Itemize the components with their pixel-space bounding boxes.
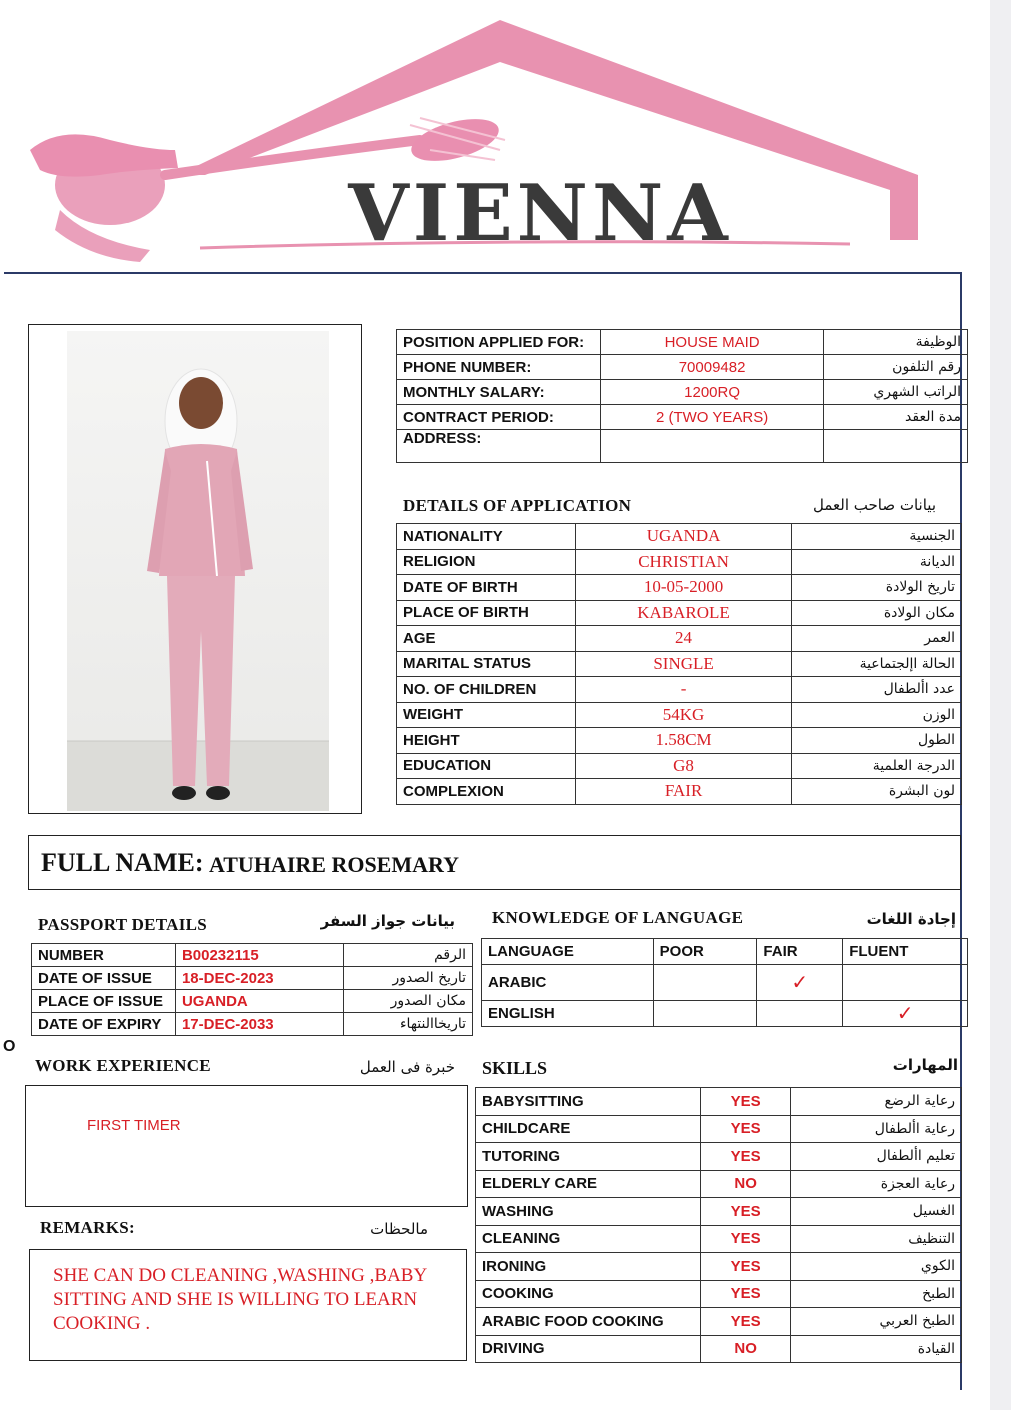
skills-title: SKILLS [482,1058,548,1078]
passport-label: NUMBER [32,944,176,967]
details-label-ar: العمر [792,626,962,652]
skill-value: YES [700,1253,791,1281]
position-label: CONTRACT PERIOD: [397,405,601,430]
skills-row [476,1088,962,1116]
position-value: 70009482 [600,355,823,380]
details-value: 54KG [575,702,791,728]
details-value: CHRISTIAN [575,549,791,575]
details-value: G8 [575,753,791,779]
skill-name: CLEANING [476,1225,701,1253]
details-label: NO. OF CHILDREN [397,677,576,703]
skill-name: IRONING [476,1253,701,1281]
skill-name: TUTORING [476,1143,701,1171]
position-label-ar: الراتب الشهري [824,380,968,405]
position-label-ar [824,430,968,463]
language-title: KNOWLEDGE OF LANGUAGE [492,908,744,927]
details-label: MARITAL STATUS [397,651,576,677]
position-row [397,430,968,463]
skill-name: COOKING [476,1280,701,1308]
position-row [397,405,968,430]
position-table [396,329,968,463]
language-name: ENGLISH [482,1001,654,1027]
details-value: - [575,677,791,703]
skill-name: DRIVING [476,1335,701,1363]
skill-value: YES [700,1143,791,1171]
details-title-ar: بيانات صاحب العمل [813,496,936,514]
language-title-ar: إجادة اللغات [866,910,956,928]
details-label: NATIONALITY [397,524,576,550]
position-label: POSITION APPLIED FOR: [397,330,601,355]
position-value [600,430,823,463]
skill-value: YES [700,1280,791,1308]
skills-row [476,1143,962,1171]
skills-row [476,1280,962,1308]
position-label: PHONE NUMBER: [397,355,601,380]
details-row [397,626,962,652]
skill-name: BABYSITTING [476,1088,701,1116]
margin-mark: O [3,1038,16,1055]
remarks-line-2: SITTING AND SHE IS WILLING TO LEARN [53,1289,418,1310]
details-value: 1.58CM [575,728,791,754]
details-value: 10-05-2000 [575,575,791,601]
skill-name: CHILDCARE [476,1115,701,1143]
details-label-ar: الطول [792,728,962,754]
passport-label: DATE OF ISSUE [32,967,176,990]
passport-row [32,1013,473,1036]
position-row [397,330,968,355]
skill-value: NO [700,1170,791,1198]
details-row [397,549,962,575]
skill-name: WASHING [476,1198,701,1226]
position-label: ADDRESS: [397,430,601,463]
details-label: DATE OF BIRTH [397,575,576,601]
full-name-label: FULL NAME: [41,848,204,877]
passport-title-ar: بيانات جواز السفر [320,912,455,930]
details-value: SINGLE [575,651,791,677]
vienna-logo [0,0,1011,270]
passport-row [32,990,473,1013]
position-label-ar: الوظيفة [824,330,968,355]
details-row [397,702,962,728]
language-poor-check [653,1001,757,1027]
skills-table [475,1087,962,1363]
skill-name-ar: تعليم األطفال [791,1143,962,1171]
language-table [481,938,968,1027]
applicant-photo-frame [28,324,362,814]
language-fluent-check: ✓ [843,1001,968,1027]
position-value: HOUSE MAID [600,330,823,355]
skill-name: ARABIC FOOD COOKING [476,1308,701,1336]
position-value: 2 (TWO YEARS) [600,405,823,430]
skill-value: YES [700,1225,791,1253]
passport-label-ar: الرقم [344,944,473,967]
skill-name-ar: رعاية الرضع [791,1088,962,1116]
passport-label-ar: مكان الصدور [344,990,473,1013]
skill-name-ar: رعاية األطفال [791,1115,962,1143]
lang-header-poor: POOR [653,939,757,965]
work-title: WORK EXPERIENCE [35,1056,211,1075]
skill-name-ar: الطبخ [791,1280,962,1308]
details-title: DETAILS OF APPLICATION [403,496,632,515]
details-label-ar: الوزن [792,702,962,728]
passport-title: PASSPORT DETAILS [38,915,208,934]
details-label: PLACE OF BIRTH [397,600,576,626]
skill-name-ar: الغسيل [791,1198,962,1226]
details-value: UGANDA [575,524,791,550]
skills-row [476,1253,962,1281]
language-poor-check [653,965,757,1001]
passport-value: UGANDA [175,990,343,1013]
remarks-title-ar: مالحظات [370,1220,428,1238]
passport-row [32,967,473,990]
lang-header-fair: FAIR [757,939,843,965]
skills-title-ar: المهارات [892,1056,958,1074]
passport-table [31,943,473,1036]
details-label-ar: الديانة [792,549,962,575]
details-value: 24 [575,626,791,652]
language-fluent-check [843,965,968,1001]
remarks-title: REMARKS: [40,1218,135,1237]
position-row [397,380,968,405]
details-label-ar: لون البشرة [792,779,962,805]
logo-graphic [0,0,1011,270]
remarks-line-3: COOKING . [53,1313,151,1334]
position-row [397,355,968,380]
details-label-ar: الحالة اإلجتماعية [792,651,962,677]
skill-name: ELDERLY CARE [476,1170,701,1198]
details-label-ar: مكان الولادة [792,600,962,626]
skills-row [476,1308,962,1336]
language-fair-check: ✓ [757,965,843,1001]
details-row [397,753,962,779]
skills-row [476,1225,962,1253]
details-row [397,728,962,754]
details-label-ar: عدد األطفال [792,677,962,703]
details-label: EDUCATION [397,753,576,779]
passport-label: DATE OF EXPIRY [32,1013,176,1036]
details-value: KABAROLE [575,600,791,626]
full-name-box [28,835,961,890]
position-label-ar: رقم التلفون [824,355,968,380]
skill-value: YES [700,1308,791,1336]
skill-name-ar: رعاية العجزة [791,1170,962,1198]
skill-value: YES [700,1198,791,1226]
skills-row [476,1335,962,1363]
work-text: FIRST TIMER [87,1117,181,1134]
details-row [397,677,962,703]
position-label: MONTHLY SALARY: [397,380,601,405]
details-table [396,523,962,805]
work-box [25,1085,468,1207]
details-label: AGE [397,626,576,652]
work-title-ar: خبرة فى العمل [359,1058,455,1076]
passport-label: PLACE OF ISSUE [32,990,176,1013]
passport-row [32,944,473,967]
remarks-line-1: SHE CAN DO CLEANING ,WASHING ,BABY [53,1265,428,1286]
frame-top-rule [4,272,962,274]
skills-row [476,1198,962,1226]
passport-label-ar: تاريخاالنتهاء [344,1013,473,1036]
language-row [482,1001,968,1027]
passport-value: 17-DEC-2033 [175,1013,343,1036]
lang-header-language: LANGUAGE [482,939,654,965]
details-label: HEIGHT [397,728,576,754]
skill-name-ar: التنظيف [791,1225,962,1253]
details-label: RELIGION [397,549,576,575]
brand-name: VIENNA [348,168,732,259]
language-name: ARABIC [482,965,654,1001]
details-row [397,651,962,677]
details-row [397,524,962,550]
details-label-ar: تاريخ الولادة [792,575,962,601]
applicant-photo-image [67,331,329,811]
details-label: WEIGHT [397,702,576,728]
details-row [397,779,962,805]
skills-row [476,1170,962,1198]
skill-name-ar: القيادة [791,1335,962,1363]
details-row [397,600,962,626]
passport-label-ar: تاريخ الصدور [344,967,473,990]
position-value: 1200RQ [600,380,823,405]
full-name-value: ATUHAIRE ROSEMARY [209,852,460,877]
skill-value: YES [700,1088,791,1116]
details-value: FAIR [575,779,791,805]
language-fair-check [757,1001,843,1027]
language-row [482,965,968,1001]
details-label-ar: الدرجة العلمية [792,753,962,779]
passport-value: 18-DEC-2023 [175,967,343,990]
applicant-photo [67,331,329,811]
details-label: COMPLEXION [397,779,576,805]
remarks-box [29,1249,467,1361]
skill-value: NO [700,1335,791,1363]
passport-value: B00232115 [175,944,343,967]
skill-name-ar: الكوي [791,1253,962,1281]
position-label-ar: مدة العقد [824,405,968,430]
skill-name-ar: الطبخ العربي [791,1308,962,1336]
skills-row [476,1115,962,1143]
skill-value: YES [700,1115,791,1143]
details-row [397,575,962,601]
lang-header-fluent: FLUENT [843,939,968,965]
details-label-ar: الجنسية [792,524,962,550]
